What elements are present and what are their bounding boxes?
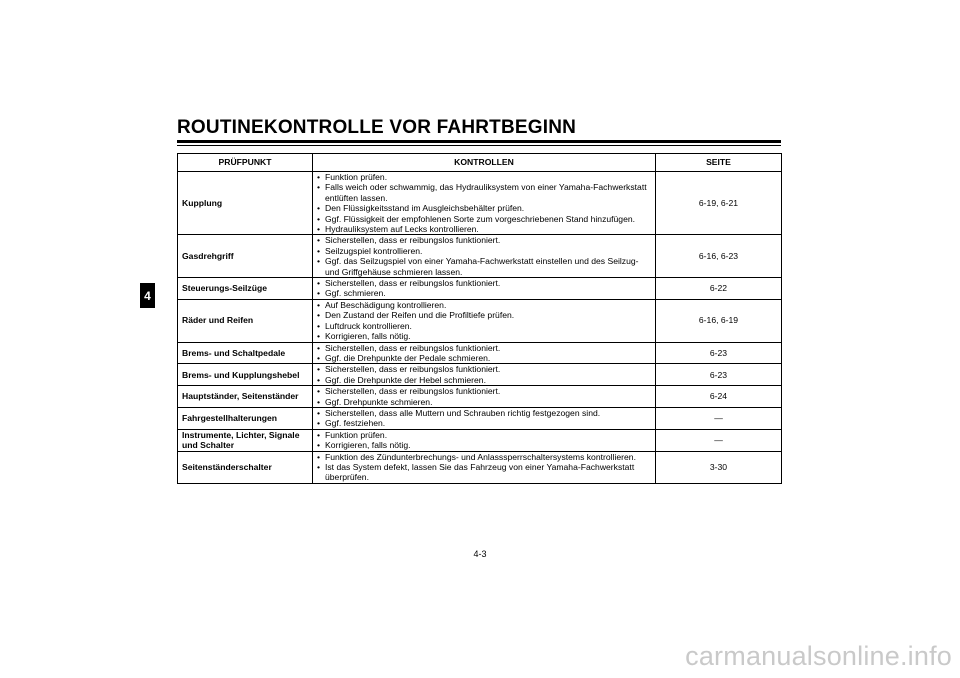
watermark: carmanualsonline.info xyxy=(685,641,952,671)
page-reference: 6-22 xyxy=(656,278,782,300)
bullet-list xyxy=(317,300,651,342)
check-item: Hauptständer, Seitenständer xyxy=(178,386,313,408)
bullet-list xyxy=(317,452,651,483)
page-reference: 6-16, 6-23 xyxy=(656,235,782,278)
bullet-list xyxy=(317,278,651,299)
table-row xyxy=(178,451,782,483)
check-list xyxy=(313,342,656,364)
check-step: • Ggf. das Seilzugspiel von einer Yamaha-Fachwerkstatt einstellen und des Seilzug- und Griffgehäuse schmieren lassen. xyxy=(317,256,651,277)
table-row xyxy=(178,429,782,451)
chapter-tab: 4 xyxy=(140,283,155,308)
check-list xyxy=(313,235,656,278)
check-list xyxy=(313,364,656,386)
check-item: Fahrgestellhalterungen xyxy=(178,407,313,429)
check-step: • Sicherstellen, dass alle Muttern und Schrauben richtig festgezogen sind. xyxy=(317,408,651,418)
title-rule-thin xyxy=(177,145,781,146)
page-reference: 6-23 xyxy=(656,342,782,364)
check-list xyxy=(313,278,656,300)
check-item: Gasdrehgriff xyxy=(178,235,313,278)
check-step: • Ggf. Drehpunkte schmieren. xyxy=(317,397,651,407)
check-item: Seitenständerschalter xyxy=(178,451,313,483)
check-list xyxy=(313,299,656,342)
check-item: Räder und Reifen xyxy=(178,299,313,342)
check-step: • Hydrauliksystem auf Lecks kontrollieren. xyxy=(317,224,651,234)
check-step: • Ggf. festziehen. xyxy=(317,418,651,428)
check-step: • Seilzugspiel kontrollieren. xyxy=(317,246,651,256)
check-step: • Luftdruck kontrollieren. xyxy=(317,321,651,331)
table-row xyxy=(178,235,782,278)
header-item: PRÜFPUNKT xyxy=(178,154,313,172)
page-reference: 6-23 xyxy=(656,364,782,386)
check-item: Instrumente, Lichter, Signale und Schalter xyxy=(178,429,313,451)
check-step: • Ggf. schmieren. xyxy=(317,288,651,298)
check-step: • Auf Beschädigung kontrollieren. xyxy=(317,300,651,310)
check-item: Steuerungs-Seilzüge xyxy=(178,278,313,300)
check-step: • Ggf. die Drehpunkte der Pedale schmieren. xyxy=(317,353,651,363)
table-row xyxy=(178,172,782,235)
check-step: • Korrigieren, falls nötig. xyxy=(317,440,651,450)
check-step: • Ist das System defekt, lassen Sie das Fahrzeug von einer Yamaha-Fachwerkstatt überprüfen. xyxy=(317,462,651,483)
bullet-list xyxy=(317,386,651,407)
header-page: SEITE xyxy=(656,154,782,172)
bullet-list xyxy=(317,364,651,385)
checklist-table xyxy=(177,153,782,484)
header-checks: KONTROLLEN xyxy=(313,154,656,172)
check-step: • Sicherstellen, dass er reibungslos funktioniert. xyxy=(317,364,651,374)
check-step: • Funktion prüfen. xyxy=(317,172,651,182)
check-step: • Den Zustand der Reifen und die Profiltiefe prüfen. xyxy=(317,310,651,320)
check-list xyxy=(313,451,656,483)
page-reference: — xyxy=(656,429,782,451)
table-header-row xyxy=(178,154,782,172)
check-item: Kupplung xyxy=(178,172,313,235)
check-step: • Sicherstellen, dass er reibungslos funktioniert. xyxy=(317,235,651,245)
page-reference: 6-19, 6-21 xyxy=(656,172,782,235)
page-reference: 6-16, 6-19 xyxy=(656,299,782,342)
title-rule-thick xyxy=(177,140,781,143)
check-list xyxy=(313,172,656,235)
table-row xyxy=(178,407,782,429)
check-step: • Ggf. Flüssigkeit der empfohlenen Sorte zum vorgeschriebenen Stand hinzufügen. xyxy=(317,214,651,224)
bullet-list xyxy=(317,343,651,364)
table-row xyxy=(178,278,782,300)
bullet-list xyxy=(317,408,651,429)
check-list xyxy=(313,386,656,408)
check-step: • Funktion des Zündunterbrechungs- und Anlasssperrschaltersystems kontrollieren. xyxy=(317,452,651,462)
check-step: • Falls weich oder schwammig, das Hydrauliksystem von einer Yamaha-Fachwerkstatt entlüften lassen. xyxy=(317,182,651,203)
check-step: • Ggf. die Drehpunkte der Hebel schmieren. xyxy=(317,375,651,385)
page-reference: 6-24 xyxy=(656,386,782,408)
check-list xyxy=(313,407,656,429)
check-step: • Funktion prüfen. xyxy=(317,430,651,440)
check-step: • Sicherstellen, dass er reibungslos funktioniert. xyxy=(317,386,651,396)
check-item: Brems- und Kupplungshebel xyxy=(178,364,313,386)
bullet-list xyxy=(317,172,651,234)
page-reference: — xyxy=(656,407,782,429)
table-body xyxy=(178,172,782,484)
bullet-list xyxy=(317,235,651,277)
table-row xyxy=(178,364,782,386)
table-row xyxy=(178,386,782,408)
check-step: • Korrigieren, falls nötig. xyxy=(317,331,651,341)
check-step: • Sicherstellen, dass er reibungslos funktioniert. xyxy=(317,278,651,288)
check-step: • Den Flüssigkeitsstand im Ausgleichsbehälter prüfen. xyxy=(317,203,651,213)
check-step: • Sicherstellen, dass er reibungslos funktioniert. xyxy=(317,343,651,353)
table-row xyxy=(178,299,782,342)
page-reference: 3-30 xyxy=(656,451,782,483)
page-number: 4-3 xyxy=(473,549,487,559)
bullet-list xyxy=(317,430,651,451)
page-title: ROUTINEKONTROLLE VOR FAHRTBEGINN xyxy=(177,117,577,138)
check-item: Brems- und Schaltpedale xyxy=(178,342,313,364)
check-list xyxy=(313,429,656,451)
table-row xyxy=(178,342,782,364)
